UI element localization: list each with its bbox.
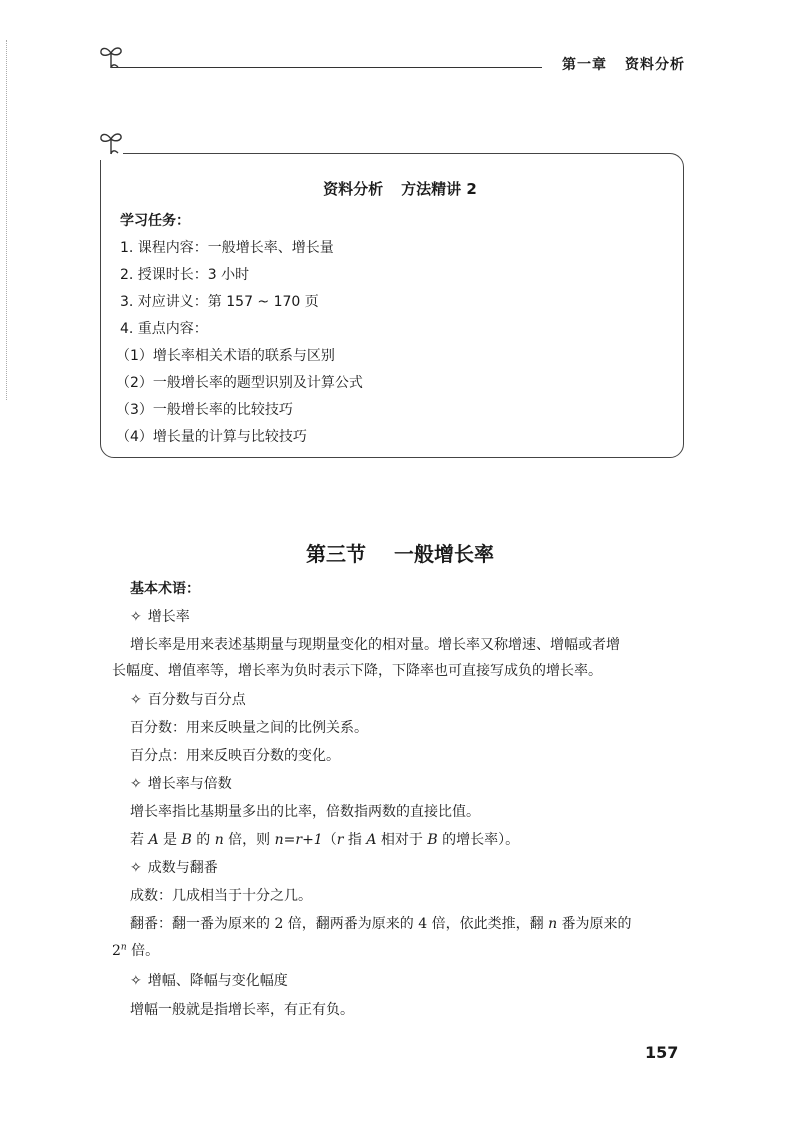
text-run: 若 (130, 832, 149, 848)
variable: A (148, 832, 159, 848)
variable: n (548, 916, 558, 932)
term-heading-text: 增长率 (147, 609, 190, 625)
variable: n (214, 832, 224, 848)
margin-marks (6, 40, 9, 400)
text-run: 倍，则 (223, 832, 275, 848)
text-run: （ (322, 832, 337, 848)
term-heading (130, 689, 246, 709)
task-box-title-right: 方法精讲 2 (401, 180, 477, 198)
diamond-bullet-icon: ✧ (130, 609, 142, 625)
section-title (0, 538, 800, 567)
task-heading: 学习任务： (120, 213, 190, 229)
page-number: 157 (645, 1043, 679, 1062)
variable: r (336, 832, 344, 848)
sprout-icon (98, 128, 124, 156)
term-heading (130, 606, 190, 626)
term-heading-text: 成数与翻番 (147, 860, 218, 876)
task-item: 4. 重点内容： (120, 321, 208, 337)
text-run: 相对于 (376, 832, 428, 848)
term-heading-text: 增幅、降幅与变化幅度 (147, 973, 288, 989)
basic-terms-label: 基本术语： (130, 581, 200, 597)
formula: n=r+1 (274, 832, 323, 848)
text-run: 番为原来的 (557, 916, 632, 932)
header-rule (112, 67, 542, 68)
text-run: 2 (112, 943, 121, 959)
diamond-bullet-icon: ✧ (130, 860, 142, 876)
diamond-bullet-icon: ✧ (130, 776, 142, 792)
term-heading (130, 773, 232, 793)
task-item: （4）增长量的计算与比较技巧 (116, 429, 307, 445)
paragraph-line: 成数：几成相当于十分之几。 (130, 888, 312, 904)
paragraph-line: 增长率是用来表述基期量与现期量变化的相对量。增长率又称增速、增幅或者增 (130, 637, 620, 653)
term-heading-text: 百分数与百分点 (147, 692, 246, 708)
task-item: （2）一般增长率的题型识别及计算公式 (116, 375, 363, 391)
term-heading (130, 970, 288, 990)
paragraph-line (130, 913, 632, 933)
running-header (562, 54, 703, 74)
paragraph-line: 长幅度、增值率等，增长率为负时表示下降，下降率也可直接写成负的增长率。 (112, 663, 602, 679)
text-run: 倍。 (126, 943, 160, 959)
task-item: （1）增长率相关术语的联系与区别 (116, 348, 335, 364)
paragraph-line: 增幅一般就是指增长率，有正有负。 (130, 1002, 354, 1018)
text-run: 指 (343, 832, 367, 848)
task-item: 1. 课程内容：一般增长率、增长量 (120, 240, 334, 256)
paragraph-line: 百分数：用来反映量之间的比例关系。 (130, 720, 368, 736)
formula-line (130, 829, 519, 849)
paragraph-line (112, 940, 159, 960)
variable: B (427, 832, 438, 848)
text-run: 翻番：翻一番为原来的 2 倍，翻两番为原来的 4 倍，依此类推，翻 (130, 916, 549, 932)
text-run: 的增长率）。 (437, 832, 520, 848)
diamond-bullet-icon: ✧ (130, 692, 142, 708)
section-number: 第三节 (306, 542, 366, 566)
text-run: 的 (191, 832, 215, 848)
task-item: （3）一般增长率的比较技巧 (116, 402, 293, 418)
paragraph-line: 百分点：用来反映百分数的变化。 (130, 748, 340, 764)
term-heading-text: 增长率与倍数 (147, 776, 232, 792)
diamond-bullet-icon: ✧ (130, 973, 142, 989)
section-name: 一般增长率 (394, 542, 494, 566)
header-chapter: 第一章 (562, 57, 607, 73)
task-item: 3. 对应讲义：第 157 ~ 170 页 (120, 294, 319, 310)
exponent: n (120, 942, 127, 953)
task-box-title (0, 178, 800, 199)
text-run: 是 (158, 832, 182, 848)
term-heading (130, 857, 218, 877)
variable: B (181, 832, 192, 848)
sprout-icon (98, 42, 124, 70)
variable: A (366, 832, 377, 848)
paragraph-line: 增长率指比基期量多出的比率，倍数指两数的直接比值。 (130, 804, 480, 820)
task-box-title-left: 资料分析 (323, 180, 384, 198)
task-item: 2. 授课时长：3 小时 (120, 267, 250, 283)
header-title: 资料分析 (625, 57, 685, 73)
